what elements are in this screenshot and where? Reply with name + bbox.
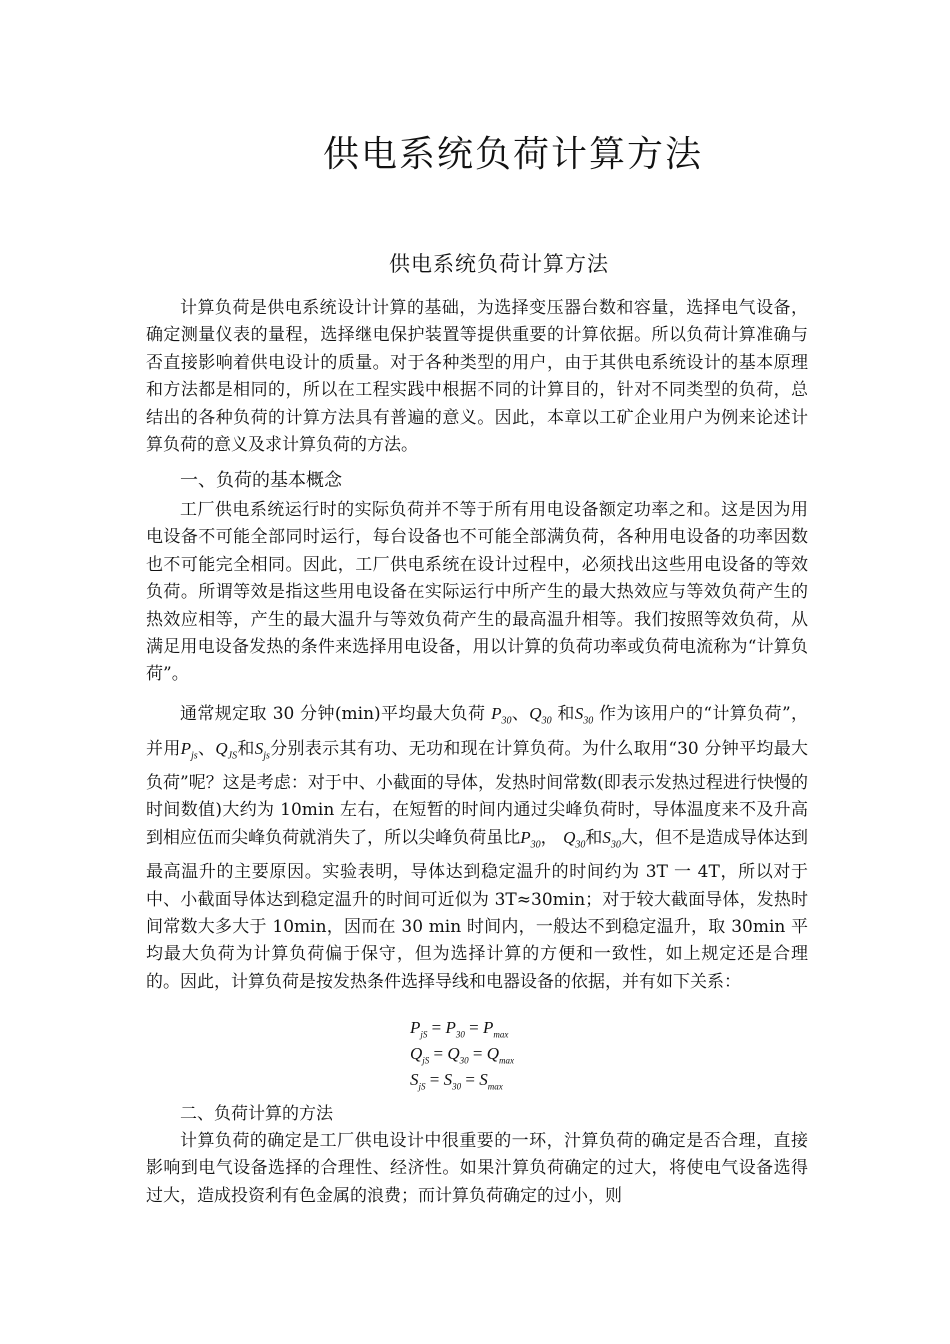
text-run: 和 [585, 828, 603, 849]
symbol-q30-b: $Q_{30}$ [563, 828, 586, 851]
symbol-p30: $P_{30}$ [491, 704, 512, 727]
formula-line-s: $S_{jS} = S_{30} = S_{max}$ [410, 1070, 503, 1092]
text-run: ， [540, 828, 558, 849]
document-subtitle: 供电系统负荷计算方法 [389, 252, 609, 276]
section-heading-basic-concepts: 一、负荷的基本概念 [180, 470, 342, 491]
symbol-s30: $S_{30}$ [574, 704, 594, 727]
text-run: 和 [557, 704, 575, 724]
text-run: 作为该用户的“计算负荷”，并用 [146, 704, 809, 759]
text-run: 大，但不是造成导体达到最高温升的主要原因。实验表明，导体达到稳定温升的时间约为 3T 一 4T，所以对于中、小截面导体达到稳定温升的时间可近似为 3T≈30min；对于较大截面导体，发热时间常数大多大于 10min，因而在 30 min 时间内，一般达不到稳定温升，取 30min 平均最大负荷为计算负荷偏于保守，但为选择计算的方便和一致性，如上规定还是合理的。因此，计算负荷是按发热条件选择导线和电器设备的依据，并有如下关系： [146, 828, 809, 992]
text-run: 和 [237, 738, 255, 759]
symbol-s30-b: $S_{30}$ [602, 828, 621, 851]
load-formula [410, 1018, 560, 1096]
text-run: 、 [197, 738, 216, 759]
symbol-qjs: $Q_{JS}$ [215, 738, 238, 762]
document-title: 供电系统负荷计算方法 [322, 134, 703, 175]
text-run: 分别表示其有功、无功和现在计算负荷。为什么取用“30 分钟平均最大负荷”呢？这是考虑：对于中、小截面的导体，发热时间常数(即表示发热过程进行快慢的时间数值)大约为 10min 左右，在短暂的时间内通过尖峰负荷时，导体温度来不及升高到相应伍而尖峰负荷就消失了，所以尖峰负荷虽比 [146, 738, 809, 849]
symbol-pjs: $P_{js}$ [180, 738, 198, 762]
text-run: 通常规定取 30 分钟(min)平均最大负荷 [180, 704, 486, 724]
text-run: 、 [511, 704, 530, 724]
paragraph-calc-importance: 计算负荷的确定是工厂供电设计中很重要的一环，汁算负荷的确定是否合理，直接影响到电气设备选择的合理性、经济性。如果汁算负荷确定的过大，将使电气设备选得过大，造成投资利有色金属的浪费；而计算负荷确定的过小，则 [146, 1131, 808, 1206]
symbol-q30: $Q_{30}$ [529, 704, 552, 727]
paragraph-equivalent-load: 工厂供电系统运行时的实际负荷并不等于所有用电设备额定功率之和。这是因为用电设备不可能全部同时运行，每台设备也不可能全部满负荷，各种用电设备的功率因数也不可能完全相同。因此，工厂供电系统在设计过程中，必须找出这些用电设备的等效负荷。所谓等效是指这些用电设备在实际运行中所产生的最大热效应与等效负荷产生的热效应相等，产生的最大温升与等效负荷产生的最高温升相等。我们按照等效负荷，从满足用电设备发热的条件来选择用电设备，用以计算的负荷功率或负荷电流称为“计算负荷”。 [146, 500, 808, 685]
paragraph-intro: 计算负荷是供电系统设计计算的基础，为选择变压器台数和容量，选择电气设备，确定测量仪表的量程，选择继电保护装置等提供重要的计算依据。所以负荷计算准确与否直接影响着供电设计的质量。对于各种类型的用户，由于其供电系统设计的基本原理和方法都是相同的，所以在工程实践中根据不同的计算目的，针对不同类型的负荷，总结出的各种负荷的计算方法具有普遍的意义。因此，本章以工矿企业用户为例来论述计算负荷的意义及求计算负荷的方法。 [146, 298, 808, 456]
formula-line-p: $P_{jS} = P_{30} = P_{max}$ [410, 1018, 509, 1040]
symbol-p30-b: $P_{30}$ [520, 828, 541, 851]
symbol-sjs: $S_{js}$ [254, 738, 270, 762]
section-heading-calc-methods: 二、负荷计算的方法 [180, 1104, 333, 1124]
paragraph-30min-load [146, 700, 808, 996]
formula-line-q: $Q_{jS} = Q_{30} = Q_{max}$ [410, 1044, 515, 1066]
